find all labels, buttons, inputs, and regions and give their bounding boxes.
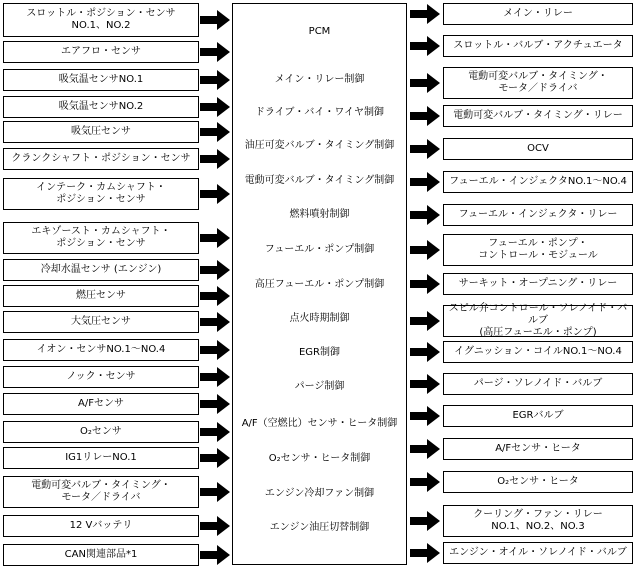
- output-box-16: クーリング・ファン・リレー NO.1、NO.2、NO.3: [443, 505, 633, 537]
- input-box-18: 12 Vバッテリ: [3, 515, 199, 537]
- input-box-4: 吸気温センサNO.2: [3, 96, 199, 118]
- output-box-10: スピル弁コントロール・ソレノイド・バルブ (高圧フューエル・ポンプ): [443, 305, 633, 337]
- input-box-8: エキゾースト・カムシャフト・ ポジション・センサ: [3, 222, 199, 254]
- input-box-3: 吸気温センサNO.1: [3, 69, 199, 91]
- pcm-box: [232, 3, 407, 565]
- output-box-17: エンジン・オイル・ソレノイド・バルブ: [443, 542, 633, 564]
- pcm-control-4: 電動可変バルブ・タイミング制御: [244, 175, 395, 186]
- input-box-10: 燃圧センサ: [3, 285, 199, 307]
- output-arrow-8: [410, 240, 440, 260]
- input-box-11: 大気圧センサ: [3, 311, 199, 333]
- output-arrow-11: [410, 342, 440, 362]
- output-arrow-10: [410, 311, 440, 331]
- output-arrow-14: [410, 439, 440, 459]
- output-arrow-17: [410, 543, 440, 563]
- output-box-1: メイン・リレー: [443, 3, 633, 25]
- input-box-9: 冷却水温センサ (エンジン): [3, 259, 199, 281]
- output-arrow-3: [410, 73, 440, 93]
- pcm-control-9: EGR制御: [298, 347, 340, 358]
- output-box-6: フューエル・インジェクタNO.1〜NO.4: [443, 171, 633, 193]
- input-arrow-15: [200, 422, 230, 442]
- output-box-3: 電動可変バルブ・タイミング・ モータ／ドライバ: [443, 67, 633, 99]
- input-arrow-8: [200, 228, 230, 248]
- input-box-19: CAN関連部品*1: [3, 544, 199, 566]
- pcm-control-1: メイン・リレー制御: [274, 74, 365, 85]
- input-arrow-18: [200, 516, 230, 536]
- input-arrow-11: [200, 312, 230, 332]
- output-arrow-15: [410, 472, 440, 492]
- output-arrow-13: [410, 406, 440, 426]
- pcm-control-12: O₂センサ・ヒータ制御: [268, 453, 371, 464]
- input-arrow-5: [200, 122, 230, 142]
- input-box-13: ノック・センサ: [3, 366, 199, 388]
- input-arrow-6: [200, 149, 230, 169]
- output-box-4: 電動可変バルブ・タイミング・リレー: [443, 105, 633, 127]
- output-box-8: フューエル・ポンプ・ コントロール・モジュール: [443, 234, 633, 266]
- input-box-14: A/Fセンサ: [3, 393, 199, 415]
- input-arrow-16: [200, 448, 230, 468]
- pcm-control-6: フューエル・ポンプ制御: [264, 244, 375, 255]
- output-arrow-1: [410, 4, 440, 24]
- output-box-14: A/Fセンサ・ヒータ: [443, 438, 633, 460]
- input-arrow-13: [200, 367, 230, 387]
- input-arrow-17: [200, 482, 230, 502]
- pcm-control-10: パージ制御: [294, 381, 345, 392]
- input-arrow-12: [200, 340, 230, 360]
- output-arrow-5: [410, 139, 440, 159]
- output-box-15: O₂センサ・ヒータ: [443, 471, 633, 493]
- pcm-control-13: エンジン冷却ファン制御: [264, 488, 375, 499]
- output-arrow-4: [410, 106, 440, 126]
- output-arrow-2: [410, 36, 440, 56]
- input-box-16: IG1リレーNO.1: [3, 447, 199, 469]
- output-box-5: OCV: [443, 138, 633, 160]
- output-arrow-6: [410, 172, 440, 192]
- output-arrow-12: [410, 374, 440, 394]
- output-arrow-9: [410, 274, 440, 294]
- output-box-13: EGRバルブ: [443, 405, 633, 427]
- input-arrow-1: [200, 10, 230, 30]
- pcm-title: PCM: [308, 26, 331, 37]
- output-box-11: イグニッション・コイルNO.1〜NO.4: [443, 341, 633, 363]
- pcm-control-14: エンジン油圧切替制御: [269, 522, 370, 533]
- input-box-6: クランクシャフト・ポジション・センサ: [3, 148, 199, 170]
- input-box-15: O₂センサ: [3, 421, 199, 443]
- output-box-2: スロットル・バルブ・アクチュエータ: [443, 35, 633, 57]
- input-arrow-3: [200, 70, 230, 90]
- input-arrow-4: [200, 97, 230, 117]
- output-box-9: サーキット・オープニング・リレー: [443, 273, 633, 295]
- pcm-control-2: ドライブ・バイ・ワイヤ制御: [254, 107, 385, 118]
- input-box-17: 電動可変バルブ・タイミング・ モータ／ドライバ: [3, 476, 199, 508]
- input-box-5: 吸気圧センサ: [3, 121, 199, 143]
- input-arrow-19: [200, 545, 230, 565]
- input-arrow-14: [200, 394, 230, 414]
- output-box-7: フューエル・インジェクタ・リレー: [443, 204, 633, 226]
- input-arrow-2: [200, 42, 230, 62]
- input-arrow-10: [200, 286, 230, 306]
- input-arrow-7: [200, 184, 230, 204]
- pcm-control-5: 燃料噴射制御: [289, 209, 350, 220]
- pcm-control-3: 油圧可変バルブ・タイミング制御: [244, 140, 395, 151]
- pcm-control-7: 高圧フューエル・ポンプ制御: [254, 279, 385, 290]
- input-box-1: スロットル・ポジション・センサ NO.1、NO.2: [3, 3, 199, 37]
- input-box-12: イオン・センサNO.1〜NO.4: [3, 339, 199, 361]
- output-arrow-7: [410, 205, 440, 225]
- input-box-7: インテーク・カムシャフト・ ポジション・センサ: [3, 178, 199, 210]
- output-arrow-16: [410, 511, 440, 531]
- input-arrow-9: [200, 260, 230, 280]
- input-box-2: エアフロ・センサ: [3, 41, 199, 63]
- pcm-control-8: 点火時期制御: [289, 313, 350, 324]
- pcm-control-11: A/F（空燃比）センサ・ヒータ制御: [241, 418, 398, 429]
- output-box-12: パージ・ソレノイド・バルブ: [443, 373, 633, 395]
